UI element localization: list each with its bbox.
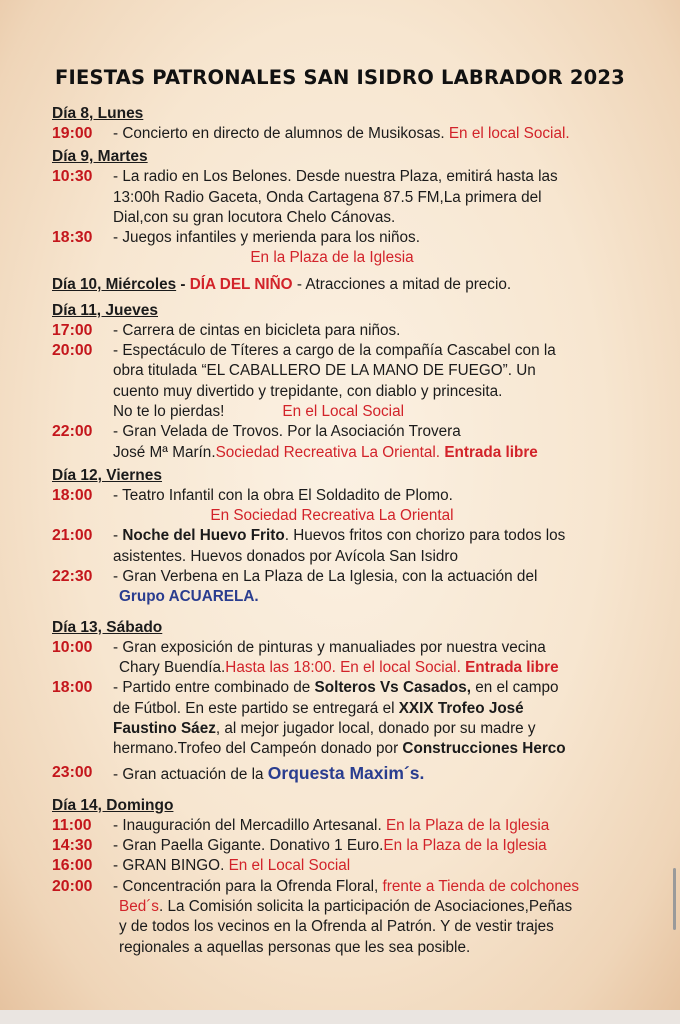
day-10-line	[52, 275, 672, 295]
event-text: y de todos los vecinos en la Ofrenda al Patrón. Y de vestir trajes	[119, 918, 554, 936]
event-item	[52, 341, 672, 422]
event-text: - Carrera de cintas en bicicleta para niños.	[113, 321, 401, 339]
event-text: - Gran Velada de Trovos. Por la Asociación Trovera	[113, 423, 461, 441]
event-text: - Gran actuación de la	[113, 766, 268, 784]
event-place: En el local Social.	[448, 125, 570, 142]
event-text: Dial,con su gran locutora Chelo Cánovas.	[113, 208, 396, 226]
free-entry-badge: Entrada libre	[465, 658, 559, 676]
event-time: 11:00	[52, 816, 92, 834]
event-text: asistentes. Huevos donados por Avícola San Isidro	[113, 547, 458, 565]
event-text: - GRAN BINGO.	[113, 857, 229, 875]
event-text: - Espectáculo de Títeres a cargo de la compañía Cascabel con la	[113, 342, 556, 360]
event-item	[52, 228, 672, 248]
event-place: En el Local Social	[282, 402, 404, 420]
event-item	[52, 567, 672, 608]
event-text: en el campo	[470, 679, 559, 697]
event-item	[52, 763, 672, 785]
event-text: obra titulada “EL CABALLERO DE LA MANO DE FUEGO”. Un	[113, 362, 536, 380]
day-heading: Día 14, Domingo	[52, 796, 174, 814]
band-name: Orquesta Maxim´s.	[267, 763, 425, 784]
event-item	[52, 167, 672, 228]
day-heading: Día 10, Miércoles	[52, 275, 177, 293]
event-text: - Concentración para la Ofrenda Floral,	[113, 877, 383, 895]
event-time: 16:00	[52, 857, 93, 875]
event-text: - Teatro Infantil con la obra El Soldadito de Plomo.	[113, 486, 453, 504]
event-place: En Sociedad Recreativa La Oriental	[210, 507, 454, 525]
event-time: 18:00	[52, 486, 93, 504]
event-text: José Mª Marín.	[113, 443, 216, 461]
event-text: - Partido entre combinado de	[113, 679, 315, 697]
event-text: . La Comisión solicita la participación de Asociaciones,Peñas	[158, 897, 573, 915]
event-text: regionales a aquellas personas que les sea posible.	[119, 938, 471, 956]
event-text: - La radio en Los Belones. Desde nuestra Plaza, emitirá hasta las	[113, 168, 558, 186]
day-heading: Día 13, Sábado	[52, 618, 163, 636]
day-heading: Día 9, Martes	[52, 148, 148, 166]
scrollbar-thumb[interactable]	[673, 868, 676, 930]
event-time: 19:00	[52, 125, 93, 142]
event-item	[52, 422, 672, 463]
event-time: 10:00	[52, 638, 93, 656]
event-text: - Inauguración del Mercadillo Artesanal.	[113, 816, 386, 834]
event-item	[52, 678, 672, 759]
event-highlight: Noche del Huevo Frito	[122, 527, 285, 545]
event-place: Hasta las 18:00. En el local Social.	[225, 658, 466, 676]
band-name: Grupo ACUARELA.	[119, 588, 259, 606]
event-item	[52, 486, 672, 506]
event-text: - Juegos infantiles y merienda para los niños.	[113, 229, 420, 247]
event-time: 23:00	[52, 764, 93, 782]
day-heading: Día 11, Jueves	[52, 301, 158, 319]
separator: -	[176, 275, 190, 293]
event-text: hermano.Trofeo del Campeón donado por	[113, 740, 403, 758]
event-time: 22:30	[52, 568, 93, 586]
event-time: 22:00	[52, 423, 93, 441]
event-item	[52, 124, 672, 144]
event-item	[52, 836, 672, 856]
event-item	[52, 638, 672, 679]
event-place: Bed´s	[119, 897, 159, 915]
event-text: - Gran Verbena en La Plaza de La Iglesia, con la actuación del	[113, 568, 538, 586]
event-highlight: Solteros Vs Casados,	[314, 679, 471, 697]
program-list	[52, 100, 672, 958]
day-heading: Día 12, Viernes	[52, 466, 163, 484]
event-highlight: Faustino Sáez	[113, 719, 216, 737]
event-text: - Concierto en directo de alumnos de Musikosas.	[113, 125, 449, 142]
event-time: 18:30	[52, 229, 93, 247]
event-text: 13:00h Radio Gaceta, Onda Cartagena 87.5 FM,La primera del	[113, 188, 542, 206]
event-text: cuento muy divertido y trepidante, con diablo y princesita.	[113, 382, 503, 400]
event-text: No te lo pierdas!	[113, 402, 225, 420]
event-highlight: Construcciones Herco	[402, 740, 566, 758]
event-time: 14:30	[52, 837, 93, 855]
event-item	[52, 526, 672, 567]
event-time: 17:00	[52, 321, 93, 339]
event-text: . Huevos fritos con chorizo para todos los	[284, 527, 566, 545]
event-text: de Fútbol. En este partido se entregará el	[113, 699, 399, 717]
event-item	[52, 321, 672, 341]
event-time: 18:00	[52, 679, 93, 697]
poster-title: FIESTAS PATRONALES SAN ISIDRO LABRADOR 2023	[55, 66, 625, 89]
event-time: 20:00	[52, 342, 93, 360]
day-heading: Día 8, Lunes	[52, 105, 144, 122]
event-item	[52, 816, 672, 836]
special-badge: DÍA DEL NIÑO	[189, 275, 293, 293]
event-place: En la Plaza de la Iglesia	[385, 816, 550, 834]
event-place: En la Plaza de la Iglesia	[250, 249, 414, 267]
event-text: Chary Buendía.	[119, 658, 226, 676]
free-entry-badge: Entrada libre	[444, 443, 538, 461]
event-text: - Atracciones a mitad de precio.	[292, 275, 512, 293]
event-text: , al mejor jugador local, donado por su madre y	[215, 719, 536, 737]
bottom-strip	[0, 1010, 680, 1024]
event-place: En la Plaza de la Iglesia	[383, 837, 547, 855]
event-highlight: XXIX Trofeo José	[398, 699, 524, 717]
event-place: En el Local Social	[228, 857, 351, 875]
event-time: 21:00	[52, 527, 93, 545]
event-time: 10:30	[52, 168, 93, 186]
event-item	[52, 856, 672, 876]
event-text: - Gran Paella Gigante. Donativo 1 Euro.	[113, 837, 384, 855]
event-time: 20:00	[52, 877, 93, 895]
event-place: frente a Tienda de colchones	[382, 877, 579, 895]
event-text: - Gran exposición de pinturas y manualiades por nuestra vecina	[113, 638, 546, 656]
event-item	[52, 877, 672, 958]
event-place: Sociedad Recreativa La Oriental.	[215, 443, 445, 461]
event-text: -	[113, 527, 123, 545]
